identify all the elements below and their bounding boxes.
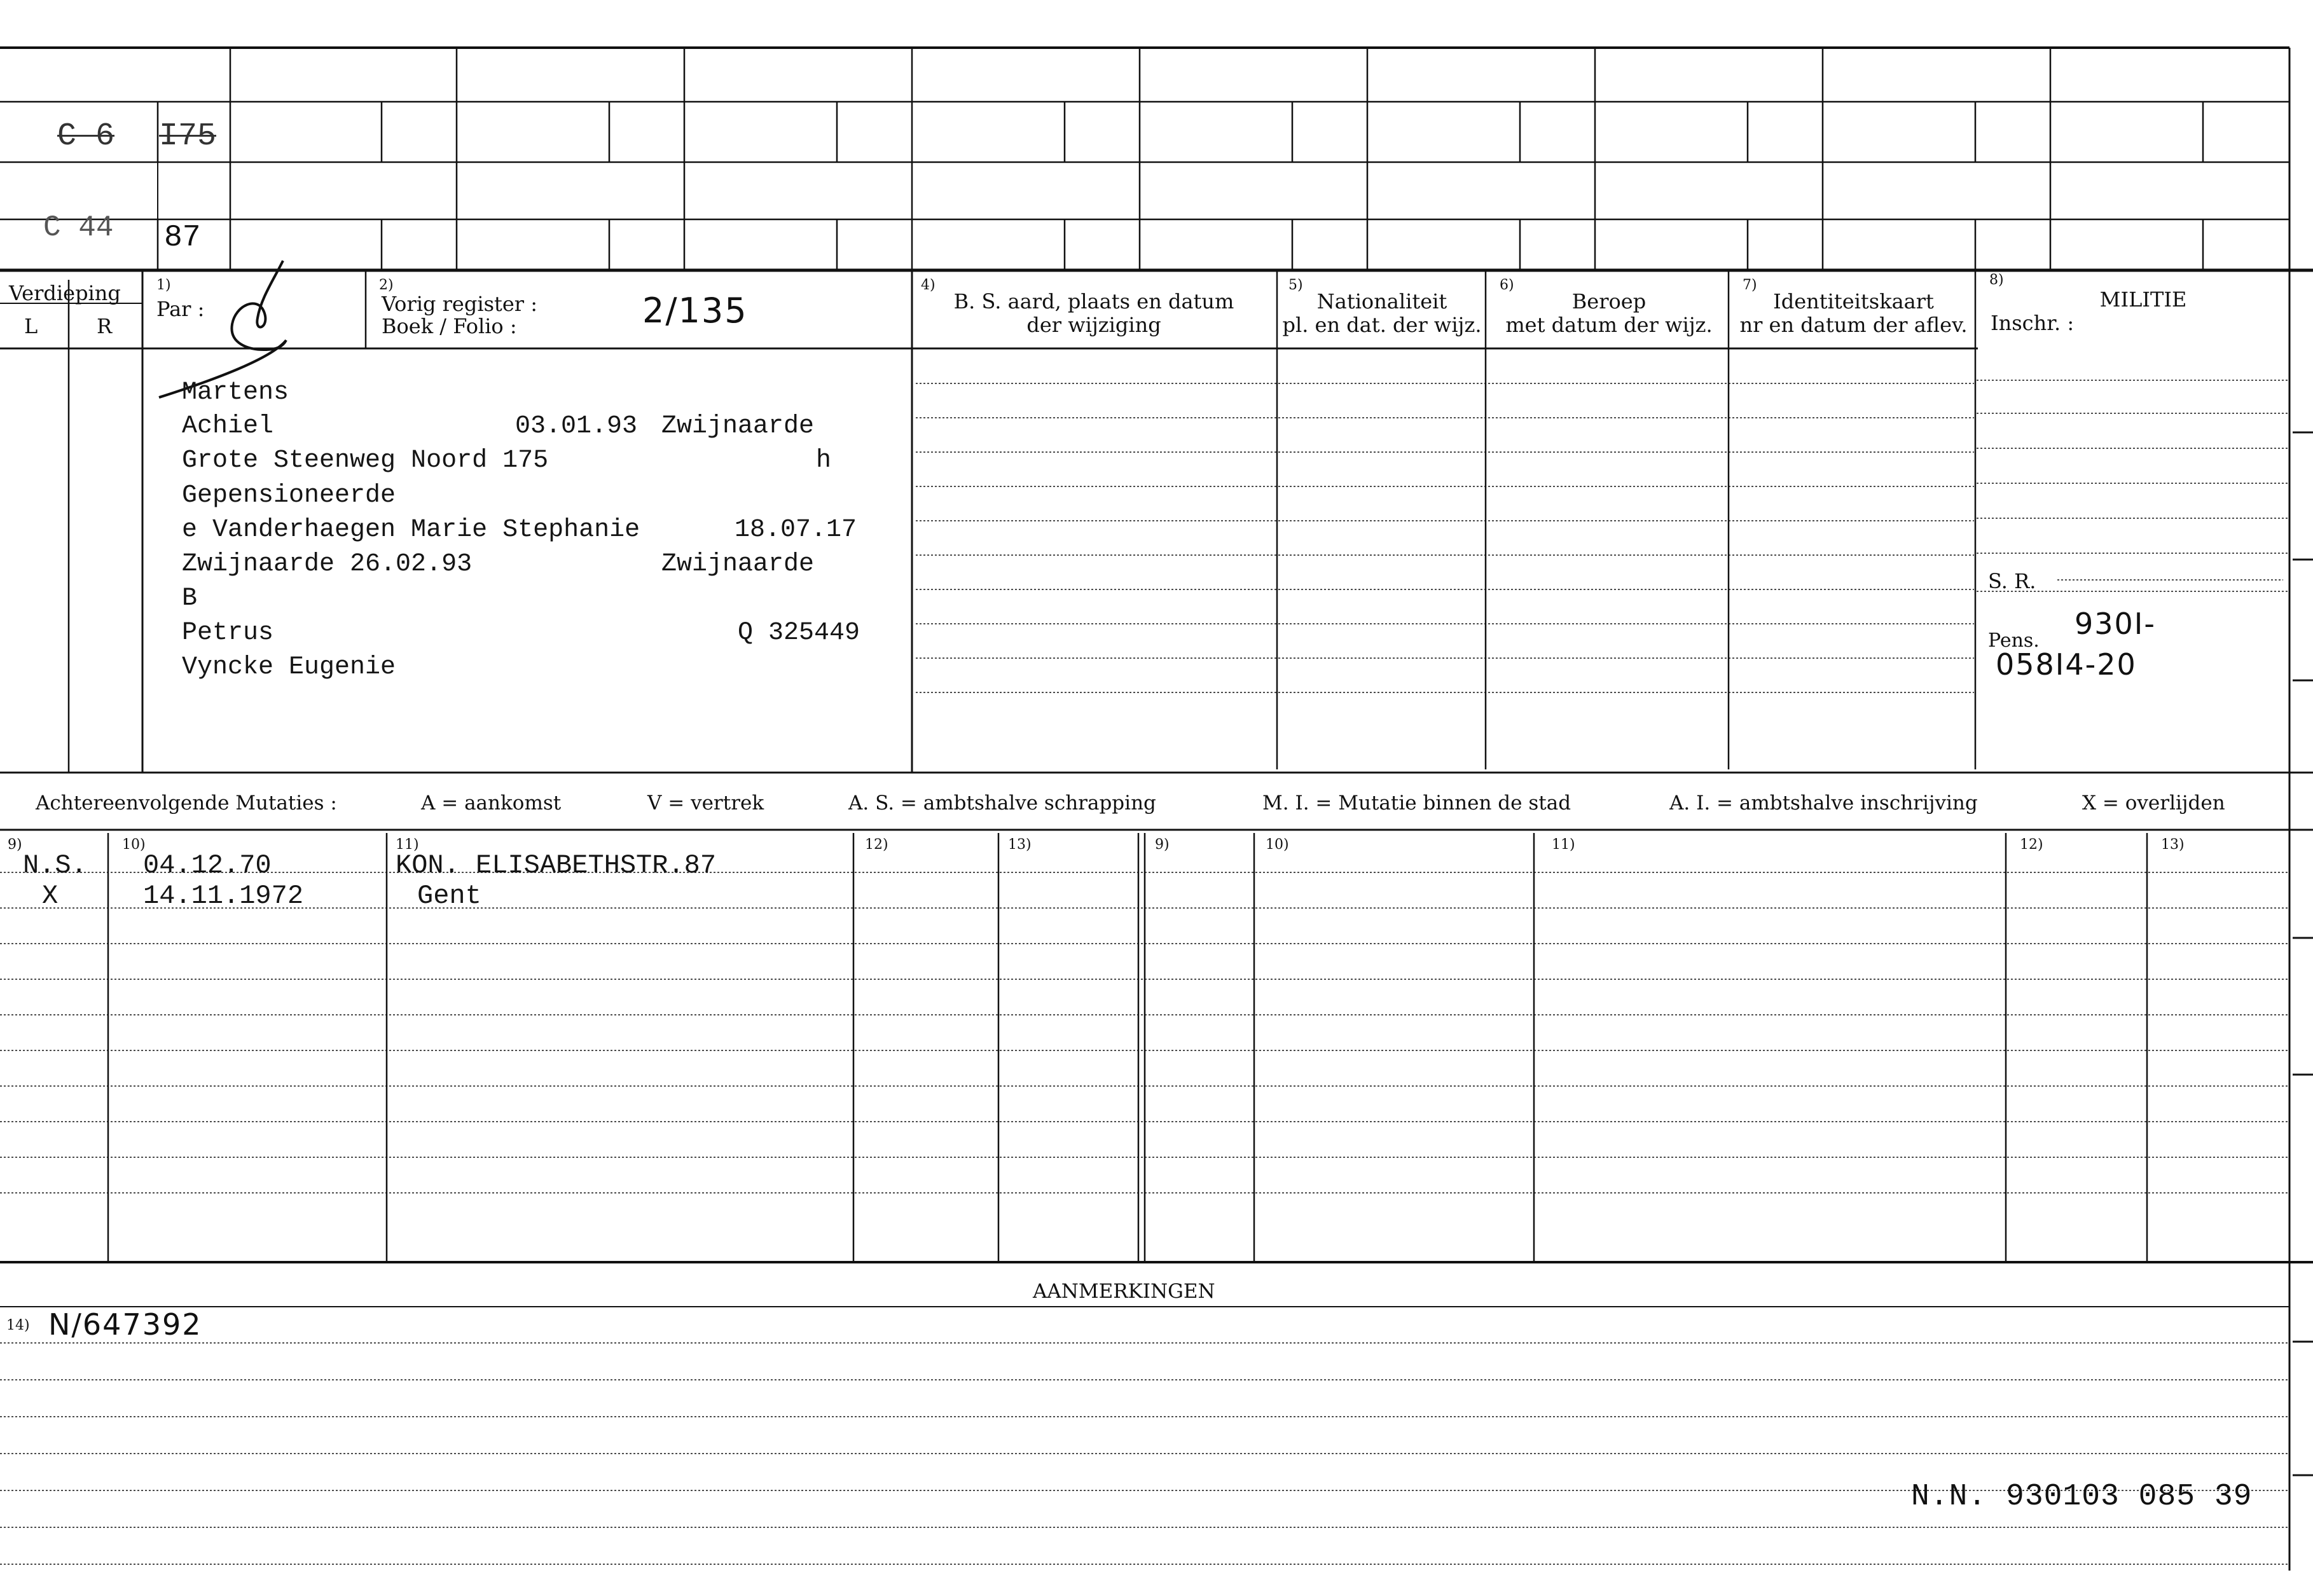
verdieping-label: Verdieping [9,281,121,305]
header-code-bottom-right: 87 [164,221,201,255]
birthdate: 03.01.93 [515,412,638,441]
inschr-label: Inschr. : [1991,311,2075,335]
par-label: Par : [156,297,205,321]
pens-value-2: 058I4-20 [1996,647,2137,682]
verdieping-r-label: R [97,314,113,338]
legend-a: A = aankomst [421,792,562,815]
boek-folio-label: Boek / Folio : [382,314,517,338]
id-label-1: Identiteitskaart [1773,289,1934,313]
mutation-2-place: Gent [417,881,481,911]
nat-label-2: pl. en dat. der wijz. [1282,313,1482,337]
mutation-1-date: 04.12.70 [143,850,272,881]
id-label-2: nr en datum der aflev. [1739,313,1968,337]
surname: Martens [182,378,289,407]
spouse: e Vanderhaegen Marie Stephanie [182,516,640,544]
legend-v: V = vertrek [647,792,764,815]
beroep-number: 6) [1500,277,1514,293]
legend-x: X = overlijden [2082,792,2225,815]
mut-col-11: 11) [396,837,419,853]
mut-col-9: 9) [8,837,22,853]
vorig-register-label: Vorig register : [382,292,538,316]
id-number-label-num: 7) [1743,277,1757,293]
pens-label: Pens. [1988,629,2040,652]
header-code-top-right: I75 [159,118,217,155]
folio-value: 2/135 [642,291,748,331]
marriage-place: Zwijnaarde 26.02.93 [182,550,473,579]
marriage-place-2: Zwijnaarde [661,550,815,579]
nat-number: 5) [1288,277,1303,293]
sr-label: S. R. [1988,569,2036,593]
mutations-legend-title: Achtereenvolgende Mutaties : [36,792,337,815]
legend-as: A. S. = ambtshalve schrapping [848,792,1156,815]
mother: Vyncke Eugenie [182,653,396,682]
mutation-1-place: KON. ELISABETHSTR.87 [396,850,717,881]
firstname: Achiel [182,412,274,441]
birthplace: Zwijnaarde [661,412,815,441]
verdieping-l-label: L [24,314,38,338]
beroep-label-2: met datum der wijz. [1505,313,1713,337]
vorig-number: 2) [379,277,394,293]
father: Petrus [182,619,274,647]
mut-col-12b: 12) [2020,837,2043,853]
mut-col-10: 10) [122,837,146,853]
national-number: N.N. 930103 085 39 [1911,1480,2253,1514]
legend-ai: A. I. = ambtshalve inschrijving [1669,792,1978,815]
beroep-label-1: Beroep [1571,289,1647,313]
bs-label-1: B. S. aard, plaats en datum [953,289,1234,313]
address-mark: h [816,446,832,475]
mut-col-9b: 9) [1155,837,1170,853]
mut-col-12: 12) [865,837,888,853]
nat-label-1: Nationaliteit [1316,289,1447,313]
bs-label-2: der wijziging [1026,313,1161,337]
bs-number: 4) [921,277,936,293]
mutation-2-code: X [42,881,59,911]
mut-col-10b: 10) [1266,837,1289,853]
par-number: 1) [156,277,171,293]
address: Grote Steenweg Noord 175 [182,446,549,475]
mutation-1-code: N.S. [23,850,87,881]
spouse-date: 18.07.17 [735,516,857,544]
remark-number: 14) [6,1317,30,1333]
id-number: Q 325449 [738,619,860,647]
header-code-top-left: C 6 [57,118,115,155]
legend-mi: M. I. = Mutatie binnen de stad [1262,792,1571,815]
militie-label: MILITIE [2099,287,2187,312]
mut-col-11b: 11) [1552,837,1575,853]
aanmerkingen-title: AANMERKINGEN [1033,1280,1215,1303]
remark-value: N/647392 [48,1307,202,1342]
nationality: B [182,584,198,613]
militie-number: 8) [1989,272,2004,288]
mutation-2-date: 14.11.1972 [143,881,304,911]
mut-col-13b: 13) [2161,837,2185,853]
occupation: Gepensioneerde [182,481,396,510]
mut-col-13: 13) [1008,837,1032,853]
header-code-bottom-left: C 44 [43,211,114,244]
pens-value-1: 930I- [2075,607,2156,641]
